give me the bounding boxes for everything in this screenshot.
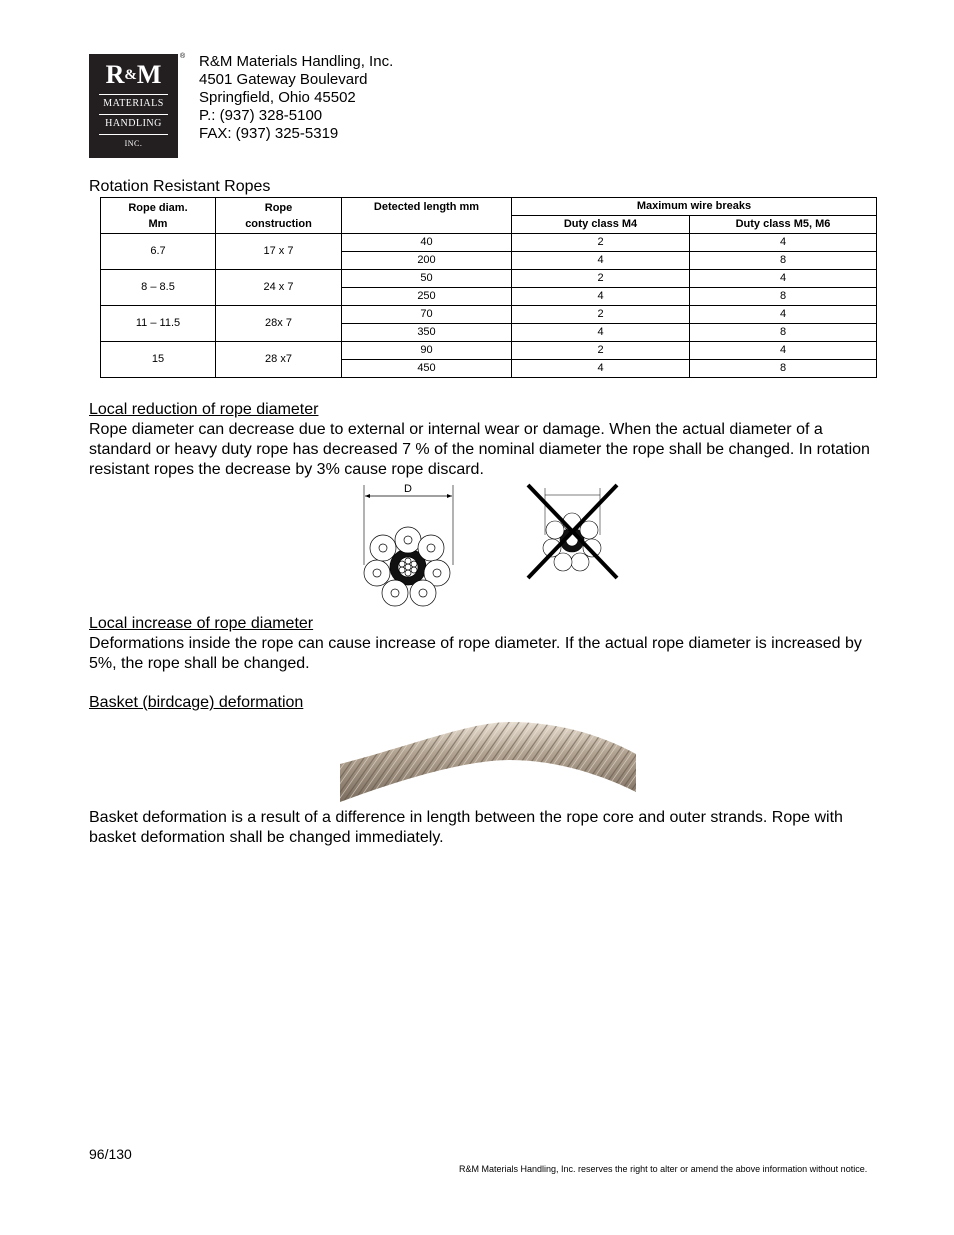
logo-handling: HANDLING [105, 118, 162, 129]
paragraph-increase: Deformations inside the rope can cause increase of rope diameter. If the actual rope diameter is increased by 5%, the rope shall be changed. [89, 635, 862, 672]
rope-cross-section-diagram [355, 480, 465, 615]
registered-mark: ® [180, 53, 186, 60]
cell-construction: 28x 7 [216, 306, 342, 342]
cell-m5m6: 4 [690, 306, 877, 324]
paragraph-reduction: Rope diameter can decrease due to external or internal wear or damage. When the actual diameter of a standard or heavy duty rope has decreased 7 % of the nominal diameter the rope shall be changed. In rotation resistant ropes the decrease by 3% cause rope discard. [89, 421, 870, 478]
section-title-basket: Basket (birdcage) deformation [89, 694, 304, 711]
cell-diam: 6.7 [101, 234, 216, 270]
cell-m5m6: 4 [690, 234, 877, 252]
cell-m4: 2 [512, 234, 690, 252]
cell-m4: 4 [512, 324, 690, 342]
table-row [101, 306, 877, 324]
logo-materials: MATERIALS [103, 98, 164, 109]
logo-rule [99, 114, 168, 115]
diameter-label: D [404, 483, 412, 495]
cell-construction: 28 x7 [216, 342, 342, 378]
cell-length: 90 [342, 342, 512, 360]
cell-m5m6: 8 [690, 252, 877, 270]
header-rope-construction: Rope construction [216, 198, 342, 234]
page-number: 96/130 [89, 1146, 132, 1162]
logo-rule [99, 94, 168, 95]
cell-m4: 2 [512, 342, 690, 360]
header-rope-diam: Rope diam. Mm [101, 198, 216, 234]
cell-length: 40 [342, 234, 512, 252]
table-row [101, 234, 877, 252]
company-logo [89, 54, 178, 158]
reduced-rope-diagram [520, 480, 625, 585]
section-title-reduction: Local reduction of rope diameter [89, 401, 319, 418]
header-duty-m4: Duty class M4 [512, 216, 690, 234]
cell-m4: 4 [512, 252, 690, 270]
cell-m4: 2 [512, 306, 690, 324]
company-address [199, 53, 393, 143]
cell-length: 350 [342, 324, 512, 342]
cell-m4: 2 [512, 270, 690, 288]
cell-diam: 8 – 8.5 [101, 270, 216, 306]
rope-table [100, 197, 877, 378]
logo-initials: R&M [105, 60, 162, 89]
logo-rule [99, 134, 168, 135]
cell-m4: 4 [512, 360, 690, 378]
cell-diam: 11 – 11.5 [101, 306, 216, 342]
fax-number: FAX: (937) 325-5319 [199, 125, 339, 142]
table-row [101, 270, 877, 288]
cell-length: 50 [342, 270, 512, 288]
cell-length: 70 [342, 306, 512, 324]
cell-m5m6: 8 [690, 324, 877, 342]
section-title-increase: Local increase of rope diameter [89, 615, 314, 632]
cell-construction: 17 x 7 [216, 234, 342, 270]
footer-disclaimer: R&M Materials Handling, Inc. reserves the right to alter or amend the above information without notice. [459, 1164, 868, 1174]
table-title: Rotation Resistant Ropes [89, 178, 271, 195]
cell-m5m6: 8 [690, 288, 877, 306]
street-address: 4501 Gateway Boulevard [199, 71, 368, 88]
cell-length: 250 [342, 288, 512, 306]
logo-inc: INC. [124, 139, 143, 148]
cell-m5m6: 4 [690, 270, 877, 288]
company-name: R&M Materials Handling, Inc. [199, 53, 394, 70]
header-max-wire-breaks: Maximum wire breaks [512, 198, 877, 216]
birdcage-rope-photo [340, 718, 636, 804]
cell-construction: 24 x 7 [216, 270, 342, 306]
phone-number: P.: (937) 328-5100 [199, 107, 323, 124]
table-row [101, 342, 877, 360]
city-address: Springfield, Ohio 45502 [199, 89, 356, 106]
cell-length: 200 [342, 252, 512, 270]
cell-m5m6: 4 [690, 342, 877, 360]
cell-m5m6: 8 [690, 360, 877, 378]
cell-length: 450 [342, 360, 512, 378]
header-duty-m5m6: Duty class M5, M6 [690, 216, 877, 234]
header-detected-length: Detected length mm [342, 198, 512, 234]
cell-m4: 4 [512, 288, 690, 306]
cell-diam: 15 [101, 342, 216, 378]
paragraph-basket: Basket deformation is a result of a difference in length between the rope core and outer strands. Rope with basket deformation shall be changed immediately. [89, 809, 843, 846]
